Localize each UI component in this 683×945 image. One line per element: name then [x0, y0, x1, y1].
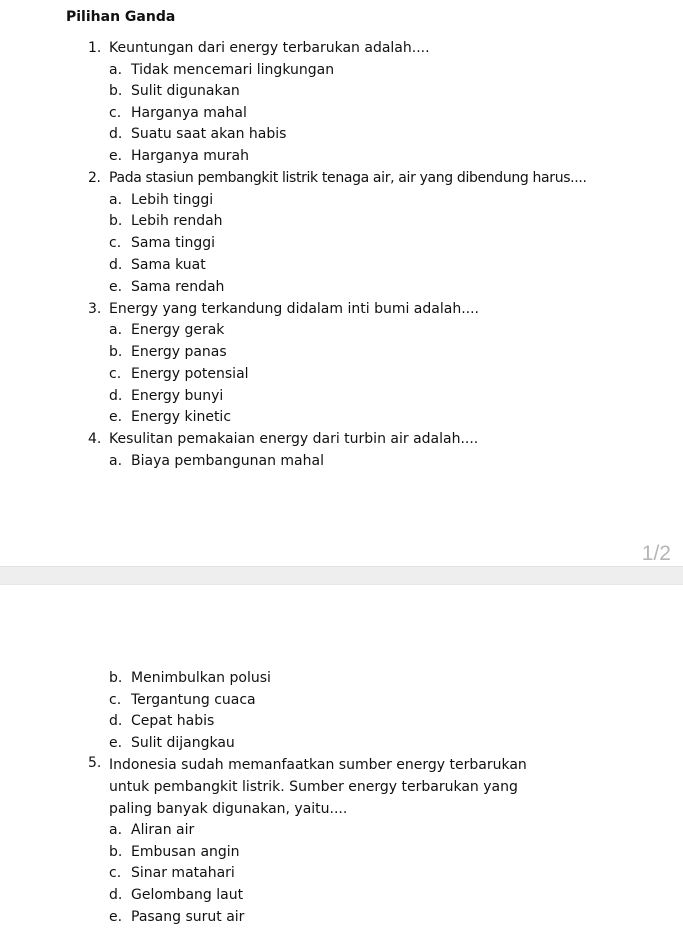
- option-4c: [109, 691, 256, 709]
- option-text: Biaya pembangunan mahal: [131, 453, 324, 469]
- option-text: Menimbulkan polusi: [131, 670, 271, 686]
- question-2: [88, 169, 587, 187]
- option-letter: b.: [109, 844, 123, 860]
- option-2e: [109, 278, 224, 296]
- option-1d: [109, 125, 286, 143]
- question-3: [88, 300, 479, 318]
- question-number: 2.: [88, 170, 101, 186]
- option-letter: a.: [109, 322, 123, 338]
- option-4d: [109, 712, 214, 730]
- option-letter: c.: [109, 865, 122, 881]
- option-letter: a.: [109, 192, 123, 208]
- option-text: Harganya mahal: [131, 105, 247, 121]
- option-4b: [109, 669, 271, 687]
- question-4: [88, 430, 478, 448]
- option-5d: [109, 886, 243, 904]
- option-letter: d.: [109, 388, 123, 404]
- option-1e: [109, 147, 249, 165]
- option-letter: a.: [109, 453, 123, 469]
- page-divider: [0, 566, 683, 585]
- option-text: Energy bunyi: [131, 388, 224, 404]
- option-text: Energy gerak: [131, 322, 225, 338]
- option-text: Sama kuat: [131, 257, 206, 273]
- option-letter: a.: [109, 822, 123, 838]
- option-text: Sulit dijangkau: [131, 735, 235, 751]
- option-text: Sulit digunakan: [131, 83, 240, 99]
- option-letter: e.: [109, 909, 123, 925]
- option-letter: d.: [109, 713, 123, 729]
- question-1: [88, 39, 430, 57]
- option-1b: [109, 82, 240, 100]
- page-indicator: 1/2: [641, 542, 671, 565]
- question-number: 5.: [88, 755, 102, 771]
- option-3c: [109, 365, 249, 383]
- option-2c: [109, 234, 215, 252]
- option-3e: [109, 408, 231, 426]
- option-text: Aliran air: [131, 822, 195, 838]
- question-text: Kesulitan pemakaian energy dari turbin air adalah....: [109, 431, 479, 447]
- option-letter: e.: [109, 409, 123, 425]
- question-number: 3.: [88, 301, 102, 317]
- option-4e: [109, 734, 235, 752]
- option-2a: [109, 191, 213, 209]
- option-1a: [109, 61, 334, 79]
- option-letter: e.: [109, 279, 123, 295]
- option-text: Sama tinggi: [131, 235, 216, 251]
- option-5b: [109, 843, 240, 861]
- question-number: 4.: [88, 431, 102, 447]
- option-3d: [109, 387, 223, 405]
- option-3a: [109, 321, 224, 339]
- option-text: Suatu saat akan habis: [131, 126, 287, 142]
- option-letter: c.: [109, 366, 122, 382]
- option-text: Energy panas: [131, 344, 227, 360]
- question-number: 1.: [88, 40, 102, 56]
- question-text: Indonesia sudah memanfaatkan sumber energy terbarukan untuk pembangkit listrik. Sumber energy terbarukan yang paling banyak digunakan, yaitu....: [109, 757, 527, 817]
- section-title: Pilihan Ganda: [66, 9, 176, 25]
- option-5c: [109, 864, 235, 882]
- option-text: Tergantung cuaca: [131, 692, 256, 708]
- option-letter: c.: [109, 235, 122, 251]
- option-text: Energy potensial: [131, 366, 249, 382]
- option-letter: d.: [109, 257, 123, 273]
- option-letter: d.: [109, 887, 123, 903]
- option-text: Gelombang laut: [131, 887, 244, 903]
- question-text: Pada stasiun pembangkit listrik tenaga air, air yang dibendung harus....: [109, 170, 587, 186]
- option-text: Lebih rendah: [131, 213, 223, 229]
- option-1c: [109, 104, 247, 122]
- option-letter: b.: [109, 344, 123, 360]
- option-letter: c.: [109, 692, 122, 708]
- option-letter: b.: [109, 213, 123, 229]
- question-text: Energy yang terkandung didalam inti bumi adalah....: [109, 301, 479, 317]
- option-text: Pasang surut air: [131, 909, 245, 925]
- option-letter: b.: [109, 670, 123, 686]
- option-2b: [109, 212, 223, 230]
- option-text: Harganya murah: [131, 148, 249, 164]
- option-letter: c.: [109, 105, 122, 121]
- option-letter: d.: [109, 126, 123, 142]
- option-3b: [109, 343, 227, 361]
- option-2d: [109, 256, 206, 274]
- question-text: Keuntungan dari energy terbarukan adalah....: [109, 40, 430, 56]
- option-text: Lebih tinggi: [131, 192, 214, 208]
- option-letter: a.: [109, 62, 123, 78]
- question-5: [88, 754, 561, 820]
- option-letter: b.: [109, 83, 123, 99]
- option-letter: e.: [109, 148, 123, 164]
- option-text: Sama rendah: [131, 279, 225, 295]
- option-5e: [109, 908, 244, 926]
- option-text: Sinar matahari: [131, 865, 235, 881]
- option-text: Cepat habis: [131, 713, 215, 729]
- option-4a: [109, 452, 324, 470]
- option-letter: e.: [109, 735, 123, 751]
- option-text: Embusan angin: [131, 844, 240, 860]
- option-text: Energy kinetic: [131, 409, 232, 425]
- option-text: Tidak mencemari lingkungan: [131, 62, 335, 78]
- option-5a: [109, 821, 194, 839]
